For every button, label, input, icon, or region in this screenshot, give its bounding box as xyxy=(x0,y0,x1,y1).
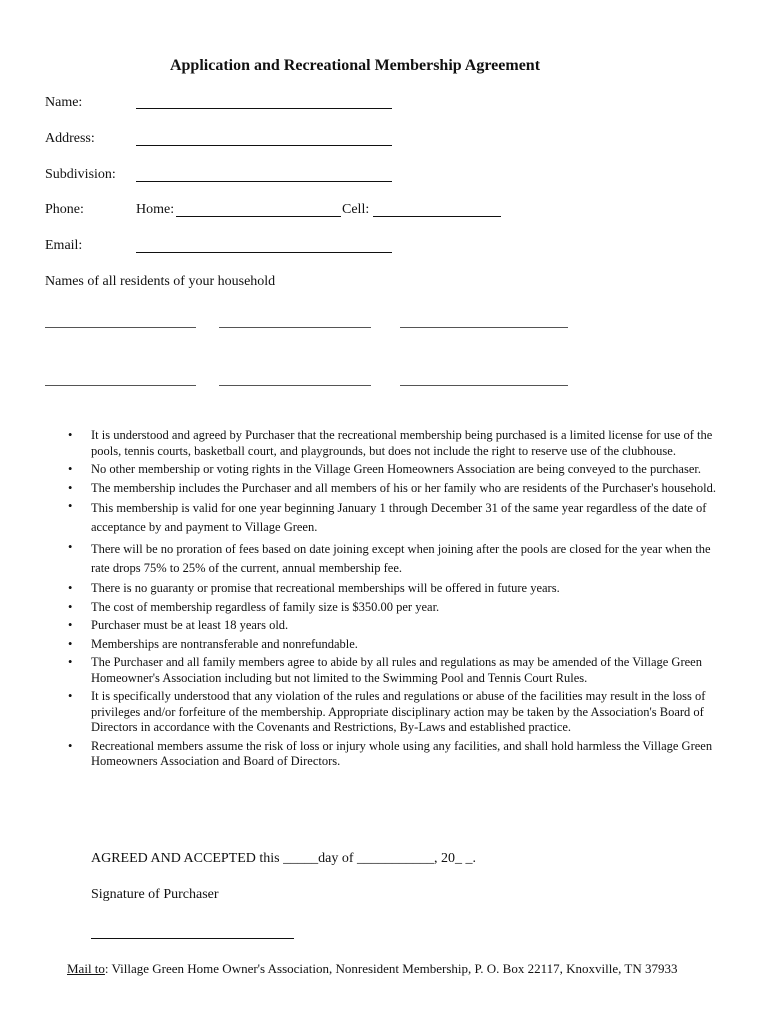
name-label: Name: xyxy=(45,95,83,110)
list-item xyxy=(60,581,720,597)
phone-label: Phone: xyxy=(45,202,84,217)
bullet-icon: • xyxy=(68,581,73,595)
list-item xyxy=(60,739,720,770)
bullet-icon: • xyxy=(68,618,73,632)
resident-name-field[interactable] xyxy=(219,327,371,328)
list-item xyxy=(60,618,720,634)
term-text: The cost of membership regardless of family size is $350.00 per year. xyxy=(91,599,440,614)
resident-name-field[interactable] xyxy=(400,327,568,328)
term-text: Memberships are nontransferable and nonrefundable. xyxy=(91,636,358,651)
term-text: The membership includes the Purchaser and all members of his or her family who are residents of the Purchaser's household. xyxy=(91,480,716,495)
signature-label: Signature of Purchaser xyxy=(91,887,219,902)
agreement-statement: AGREED AND ACCEPTED this _____day of ___________, 20_ _. xyxy=(91,851,476,866)
resident-name-field[interactable] xyxy=(45,385,196,386)
term-text: Recreational members assume the risk of loss or injury whole using any facilities, and shall hold harmless the Village Green Homeowners Association and Board of Directors. xyxy=(91,738,713,768)
subdivision-field[interactable] xyxy=(136,181,392,182)
signature-field[interactable] xyxy=(91,938,294,939)
term-text: This membership is valid for one year beginning January 1 through December 31 of the same year regardless of the date of acceptance by and payment to Village Green. xyxy=(91,501,707,534)
term-text: It is specifically understood that any violation of the rules and regulations or abuse of the facilities may result in the loss of privileges and/or forfeiture of the membership. Appropriate disciplinary action may be taken by the Association's Board of Directors in accordance with the Covenants and Restrictions, By-Laws and established practice. xyxy=(91,689,706,734)
list-item xyxy=(60,540,720,578)
term-text: It is understood and agreed by Purchaser that the recreational membership being purchased is a limited license for use of the pools, tennis courts, basketball court, and playgrounds, but does not include the right to reserve use of the clubhouse. xyxy=(91,428,713,458)
home-phone-field[interactable] xyxy=(176,216,341,217)
list-item xyxy=(60,499,720,537)
address-field[interactable] xyxy=(136,145,392,146)
resident-name-field[interactable] xyxy=(219,385,371,386)
email-label: Email: xyxy=(45,238,83,253)
mailing-address xyxy=(67,961,677,977)
terms-list xyxy=(60,428,720,773)
bullet-icon: • xyxy=(68,428,73,442)
list-item xyxy=(60,481,720,497)
bullet-icon: • xyxy=(68,655,73,669)
bullet-icon: • xyxy=(68,738,73,753)
resident-name-field[interactable] xyxy=(45,327,196,328)
bullet-icon: • xyxy=(68,462,73,476)
mail-to-label: Mail to xyxy=(67,961,105,976)
home-phone-label: Home: xyxy=(136,202,175,217)
list-item xyxy=(60,462,720,478)
list-item xyxy=(60,655,720,686)
bullet-icon: • xyxy=(68,689,73,703)
term-text: No other membership or voting rights in the Village Green Homeowners Association are being conveyed to the purchaser. xyxy=(91,462,701,476)
bullet-icon: • xyxy=(68,636,73,651)
address-label: Address: xyxy=(45,131,95,146)
term-text: There will be no proration of fees based on date joining except when joining after the pools are closed for the year when the rate drops 75% to 25% of the current, annual membership fee. xyxy=(91,542,711,575)
list-item xyxy=(60,689,720,736)
email-field[interactable] xyxy=(136,252,392,253)
list-item xyxy=(60,637,720,653)
name-field[interactable] xyxy=(136,108,392,109)
residents-label: Names of all residents of your household xyxy=(45,274,276,289)
bullet-icon: • xyxy=(68,599,73,614)
term-text: Purchaser must be at least 18 years old. xyxy=(91,618,289,632)
term-text: The Purchaser and all family members agree to abide by all rules and regulations as may be amended of the Village Green Homeowner's Association including but not limited to the Swimming Pool and Tennis Court Rules. xyxy=(91,655,702,685)
cell-phone-field[interactable] xyxy=(373,216,501,217)
list-item xyxy=(60,600,720,616)
document-title: Application and Recreational Membership Agreement xyxy=(169,57,541,74)
mailing-address-text: : Village Green Home Owner's Association, Nonresident Membership, P. O. Box 22117, Knoxville, TN 37933 xyxy=(104,961,678,976)
subdivision-label: Subdivision: xyxy=(45,167,116,182)
list-item xyxy=(60,428,720,459)
bullet-icon: • xyxy=(68,540,73,554)
bullet-icon: • xyxy=(68,480,73,495)
bullet-icon: • xyxy=(68,499,73,513)
resident-name-field[interactable] xyxy=(400,385,568,386)
cell-phone-label: Cell: xyxy=(342,202,370,217)
term-text: There is no guaranty or promise that recreational memberships will be offered in future years. xyxy=(91,581,560,595)
